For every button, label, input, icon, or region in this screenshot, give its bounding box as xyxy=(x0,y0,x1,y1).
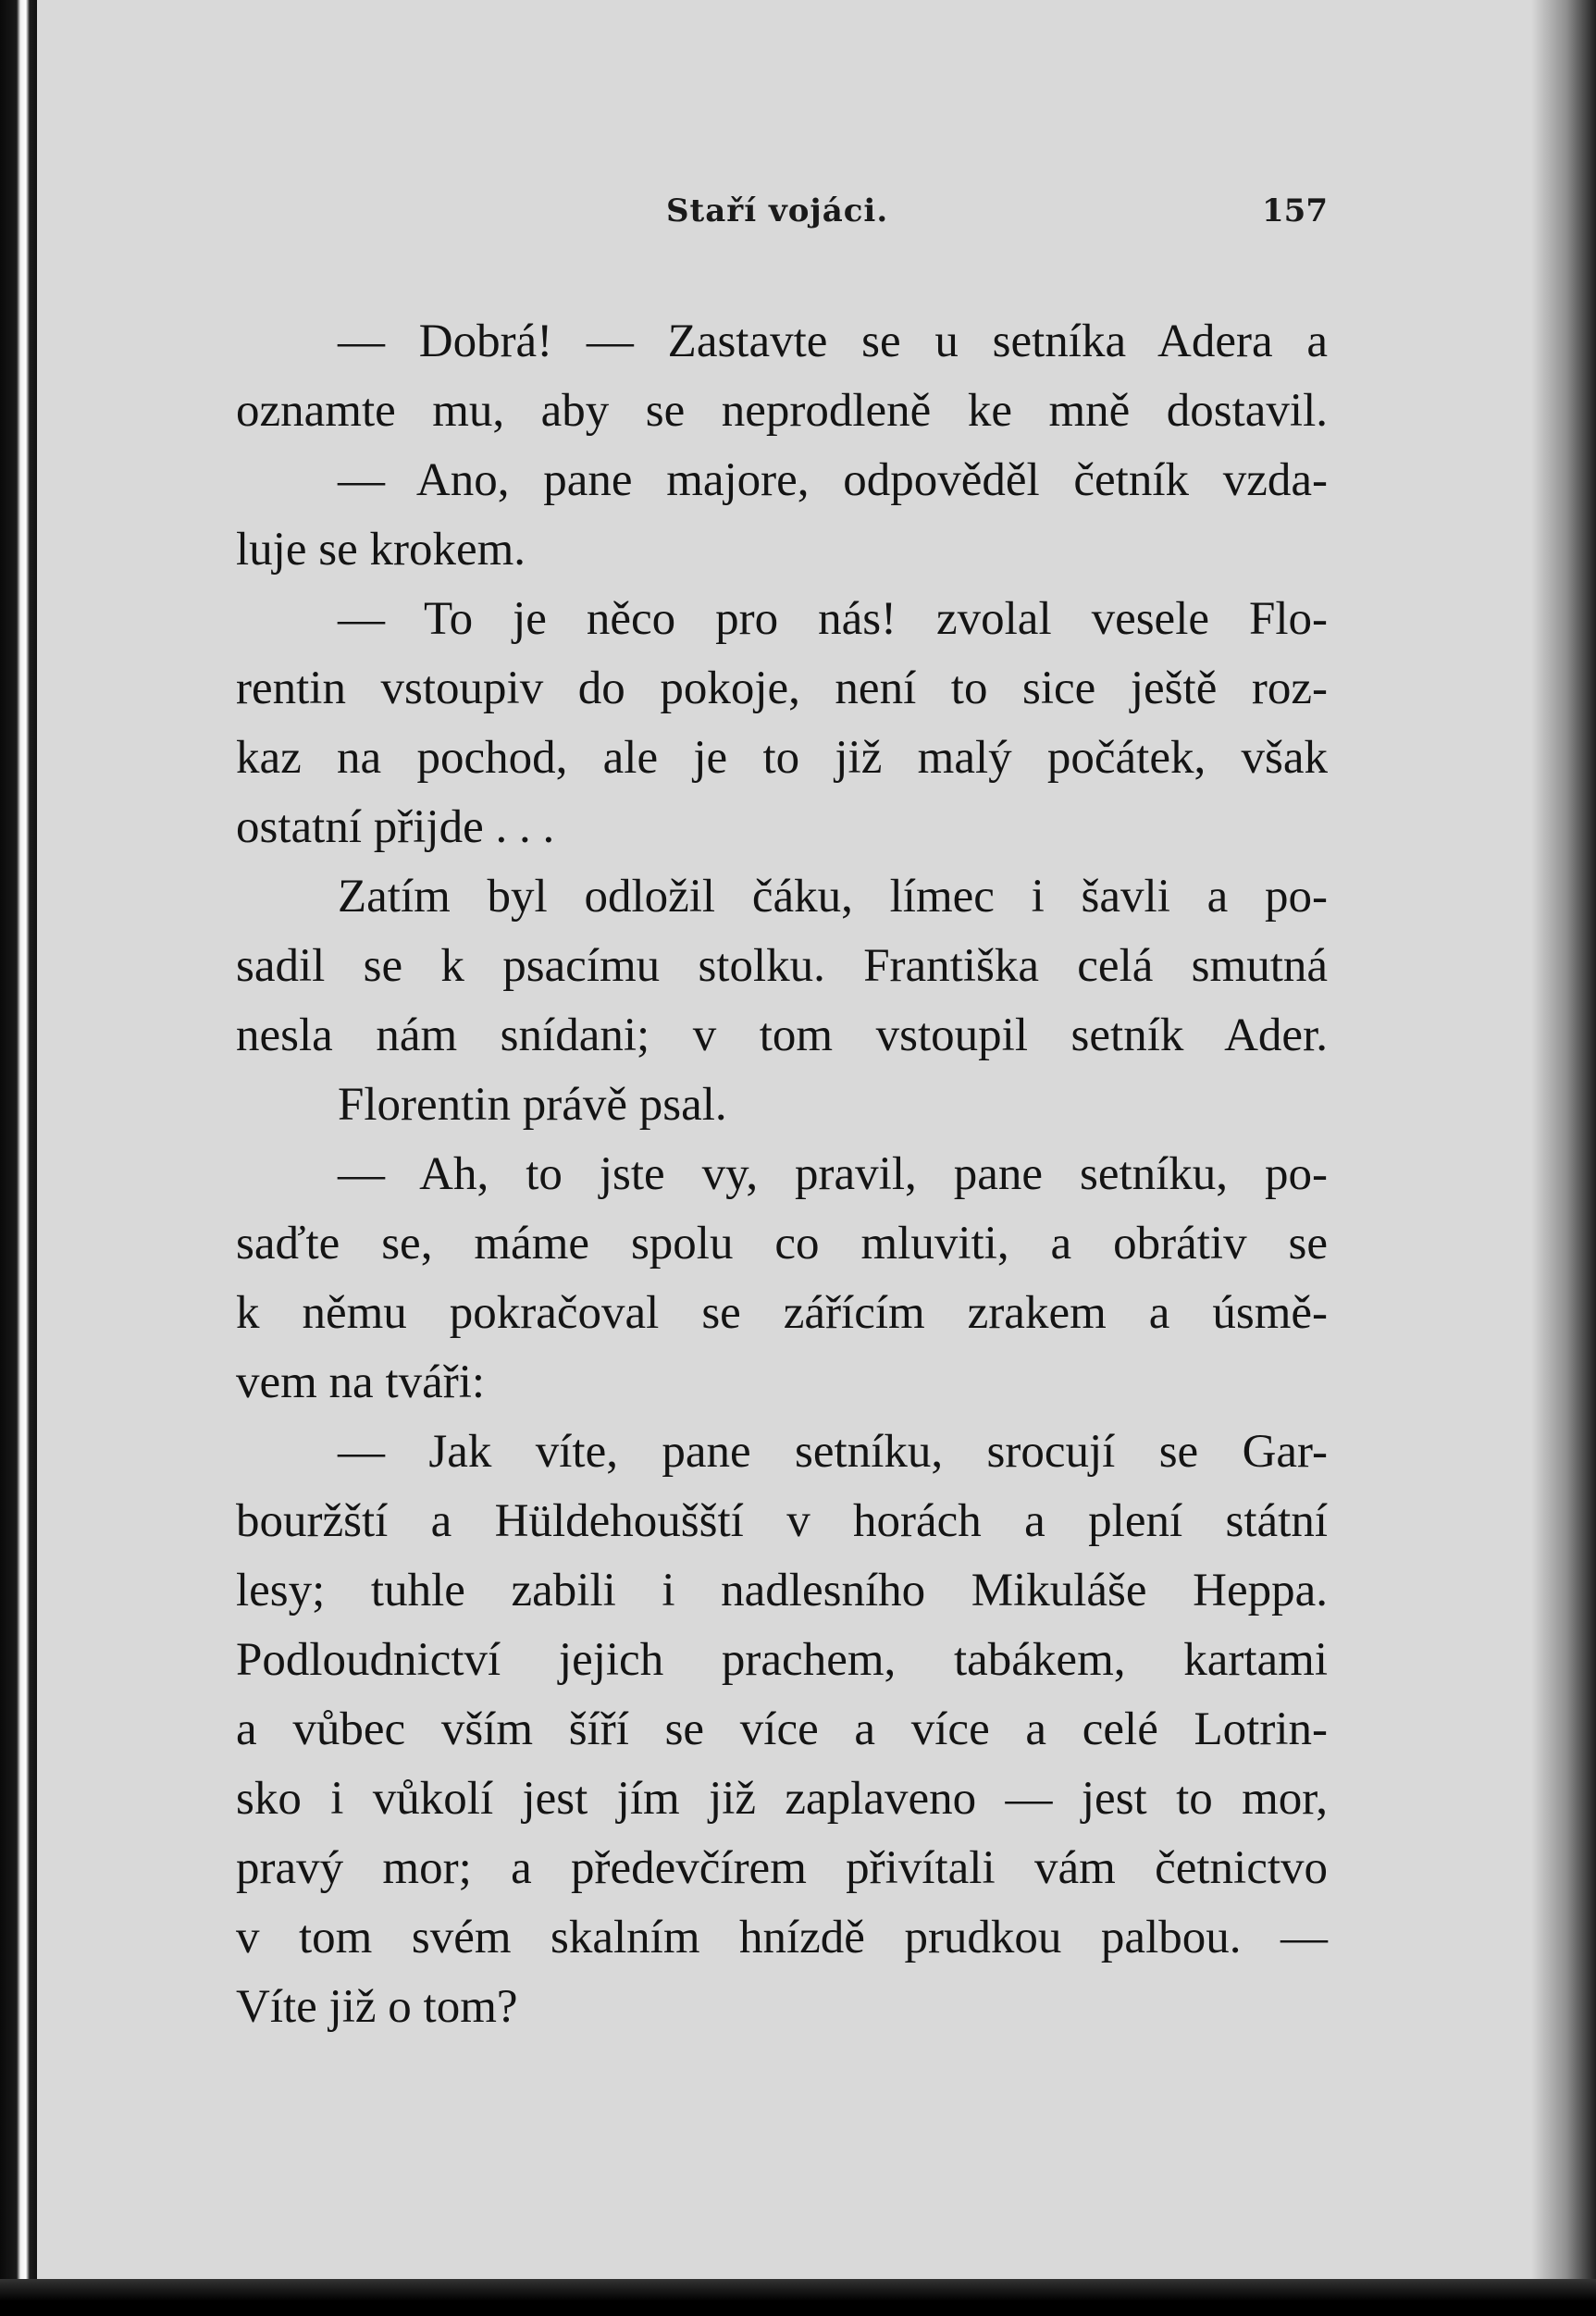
text-line: Podloudnictví jejich prachem, tabákem, kartami xyxy=(236,1634,1328,1686)
text-line: rentin vstoupiv do pokoje, není to sice ještě roz- xyxy=(236,663,1328,714)
text-line: — Dobrá! — Zastavte se u setníka Adera a xyxy=(338,316,1328,367)
text-line: — To je něco pro nás! zvolal vesele Flo- xyxy=(338,593,1328,645)
text-line: Zatím byl odložil čáku, límec i šavli a po- xyxy=(338,871,1328,923)
text-line: Florentin právě psal. xyxy=(338,1079,727,1131)
text-line: oznamte mu, aby se neprodleně ke mně dostavil. xyxy=(236,385,1328,437)
text-line: — Ah, to jste vy, pravil, pane setníku, po- xyxy=(338,1148,1328,1200)
text-line: pravý mor; a předevčírem přivítali vám četnictvo xyxy=(236,1842,1328,1894)
page-number: 157 xyxy=(1262,192,1328,229)
text-line: saďte se, máme spolu co mluviti, a obrátiv se xyxy=(236,1218,1328,1269)
text-line: sadil se k psacímu stolku. Františka celá smutná xyxy=(236,940,1328,992)
book-page xyxy=(37,0,1596,2285)
text-line: k němu pokračoval se zářícím zrakem a úsmě- xyxy=(236,1287,1328,1339)
text-line: v tom svém skalním hnízdě prudkou palbou. — xyxy=(236,1912,1328,1963)
text-line: — Ano, pane majore, odpověděl četník vzda- xyxy=(338,454,1328,506)
text-line: luje se krokem. xyxy=(236,524,526,576)
text-line: — Jak víte, pane setníku, srocují se Gar- xyxy=(338,1426,1328,1478)
text-line: a vůbec vším šíří se více a více a celé Lotrin- xyxy=(236,1703,1328,1755)
text-line: ostatní přijde . . . xyxy=(236,801,555,853)
scan-bottom-border xyxy=(0,2279,1596,2316)
page-binding-edge xyxy=(0,0,37,2316)
text-line: bouržští a Hüldehoušští v horách a plení státní xyxy=(236,1495,1328,1547)
text-line: Víte již o tom? xyxy=(236,1981,518,2033)
text-line: vem na tváři: xyxy=(236,1356,486,1408)
chapter-title: Staří vojáci. xyxy=(666,192,889,229)
text-line: sko i vůkolí jest jím již zaplaveno — jest to mor, xyxy=(236,1773,1328,1825)
page-edge-shadow xyxy=(1531,0,1596,2285)
text-line: nesla nám snídani; v tom vstoupil setník Ader. xyxy=(236,1009,1328,1061)
text-line: lesy; tuhle zabili i nadlesního Mikuláše Heppa. xyxy=(236,1565,1328,1616)
body-text xyxy=(236,307,1328,2042)
text-line: kaz na pochod, ale je to již malý počátek, však xyxy=(236,732,1328,784)
